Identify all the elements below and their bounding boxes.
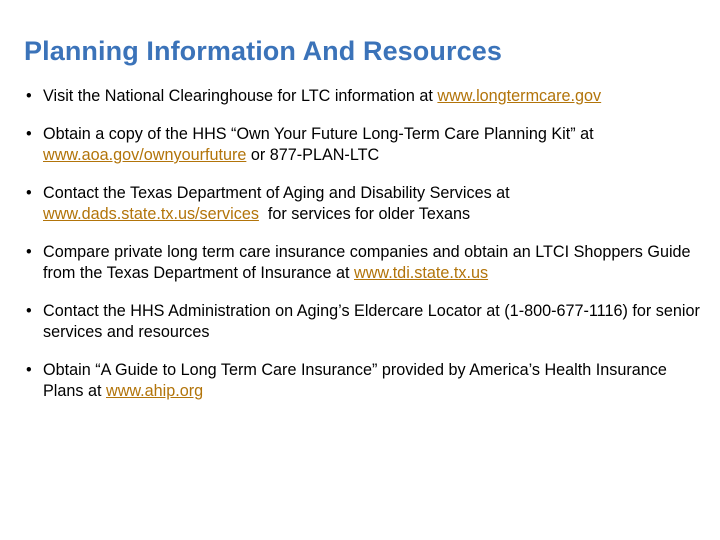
- bullet-icon: •: [26, 243, 32, 261]
- link-tdi[interactable]: www.tdi.state.tx.us: [354, 264, 489, 282]
- list-item: [24, 124, 704, 166]
- resource-list: [24, 86, 704, 419]
- bullet-icon: •: [26, 361, 32, 379]
- item-text: Obtain “A Guide to Long Term Care Insurance” provided by America’s Health Insurance Plans at: [43, 361, 667, 400]
- list-item: [24, 360, 704, 402]
- link-longtermcare[interactable]: www.longtermcare.gov: [437, 87, 602, 105]
- item-text: Contact the Texas Department of Aging and Disability Services at: [43, 184, 510, 202]
- bullet-icon: •: [26, 87, 32, 105]
- link-dads[interactable]: www.dads.state.tx.us/services: [43, 205, 259, 223]
- bullet-icon: •: [26, 302, 32, 320]
- item-text: Visit the National Clearinghouse for LTC information at: [43, 87, 438, 105]
- item-text: Obtain a copy of the HHS “Own Your Future Long-Term Care Planning Kit” at: [43, 125, 594, 143]
- list-item: [24, 86, 704, 107]
- bullet-icon: •: [26, 184, 32, 202]
- item-text: Contact the HHS Administration on Aging’s Eldercare Locator at (1-800-677-1116) for senior services and resources: [43, 302, 700, 341]
- list-item: [24, 301, 704, 343]
- item-text-after: for services for older Texans: [258, 205, 471, 223]
- list-item: [24, 242, 704, 284]
- bullet-icon: •: [26, 125, 32, 143]
- page-title: Planning Information And Resources: [24, 36, 502, 66]
- item-text-after: or 877-PLAN-LTC: [246, 146, 380, 164]
- link-aoa[interactable]: www.aoa.gov/ownyourfuture: [43, 146, 247, 164]
- item-text: Compare private long term care insurance companies and obtain an LTCI Shoppers Guide from the Texas Department of Insurance at: [43, 243, 691, 282]
- link-ahip[interactable]: www.ahip.org: [106, 382, 204, 400]
- list-item: [24, 183, 704, 225]
